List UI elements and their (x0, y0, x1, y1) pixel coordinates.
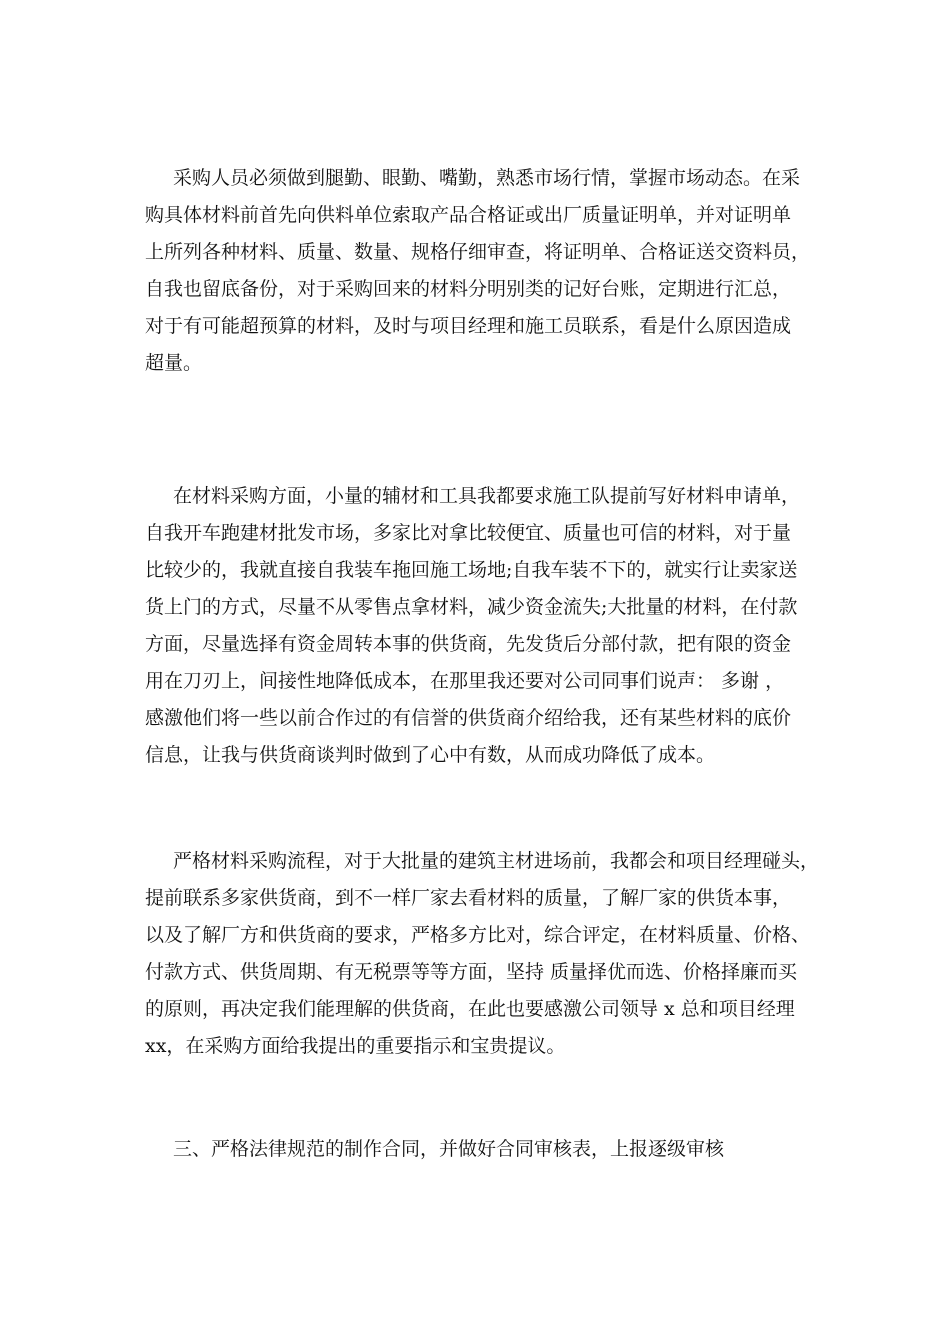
text-line: 以及了解厂方和供货商的要求，严格多方比对，综合评定，在材料质量、价格、 (145, 924, 811, 946)
text-line: 三、严格法律规范的制作合同，并做好合同审核表，上报逐级审核 (173, 1138, 725, 1160)
text-line: 自我开车跑建材批发市场，多家比对拿比较便宜、质量也可信的材料，对于量 (145, 522, 792, 544)
text-line: 提前联系多家供货商，到不一样厂家去看材料的质量，了解厂家的供货本事， (145, 887, 792, 909)
text-line: 超量。 (145, 352, 203, 374)
text-line: 比较少的，我就直接自我装车拖回施工场地;自我车装不下的，就实行让卖家送 (145, 559, 798, 581)
text-line: 付款方式、供货周期、有无税票等等方面，坚持 质量择优而选、价格择廉而买 (145, 961, 798, 983)
text-line: 信息，让我与供货商谈判时做到了心中有数，从而成功降低了成本。 (145, 744, 716, 766)
text-line: 在材料采购方面，小量的辅材和工具我都要求施工队提前写好材料申请单， (173, 485, 801, 507)
paragraph-material-purchasing (145, 478, 825, 774)
text-line: 购具体材料前首先向供料单位索取产品合格证或出厂质量证明单，并对证明单 (145, 204, 792, 226)
text-line: 感激他们将一些以前合作过的有信誉的供货商介绍给我，还有某些材料的底价 (145, 707, 792, 729)
text-line: 采购人员必须做到腿勤、眼勤、嘴勤，熟悉市场行情，掌握市场动态。在采 (173, 167, 801, 189)
text-line: 上所列各种材料、质量、数量、规格仔细审查，将证明单、合格证送交资料员， (145, 241, 811, 263)
text-line: xx，在采购方面给我提出的重要指示和宝贵提议。 (145, 1035, 566, 1057)
text-line: 自我也留底备份，对于采购回来的材料分明别类的记好台账，定期进行汇总， (145, 278, 792, 300)
paragraph-procurement-process (145, 843, 825, 1065)
paragraph-procurement-diligence (145, 160, 825, 382)
text-line: 用在刀刃上，间接性地降低成本，在那里我还要对公司同事们说声： 多谢 ， (145, 670, 785, 692)
text-line: 方面，尽量选择有资金周转本事的供货商，先发货后分部付款，把有限的资金 (145, 633, 792, 655)
text-line: 对于有可能超预算的材料，及时与项目经理和施工员联系，看是什么原因造成 (145, 315, 792, 337)
text-line: 货上门的方式，尽量不从零售点拿材料，减少资金流失;大批量的材料，在付款 (145, 596, 798, 618)
text-line: 严格材料采购流程，对于大批量的建筑主材进场前，我都会和项目经理碰头， (173, 850, 820, 872)
section-heading-contracts (145, 1131, 825, 1168)
text-line: 的原则，再决定我们能理解的供货商，在此也要感激公司领导 x 总和项目经理 (145, 998, 795, 1020)
